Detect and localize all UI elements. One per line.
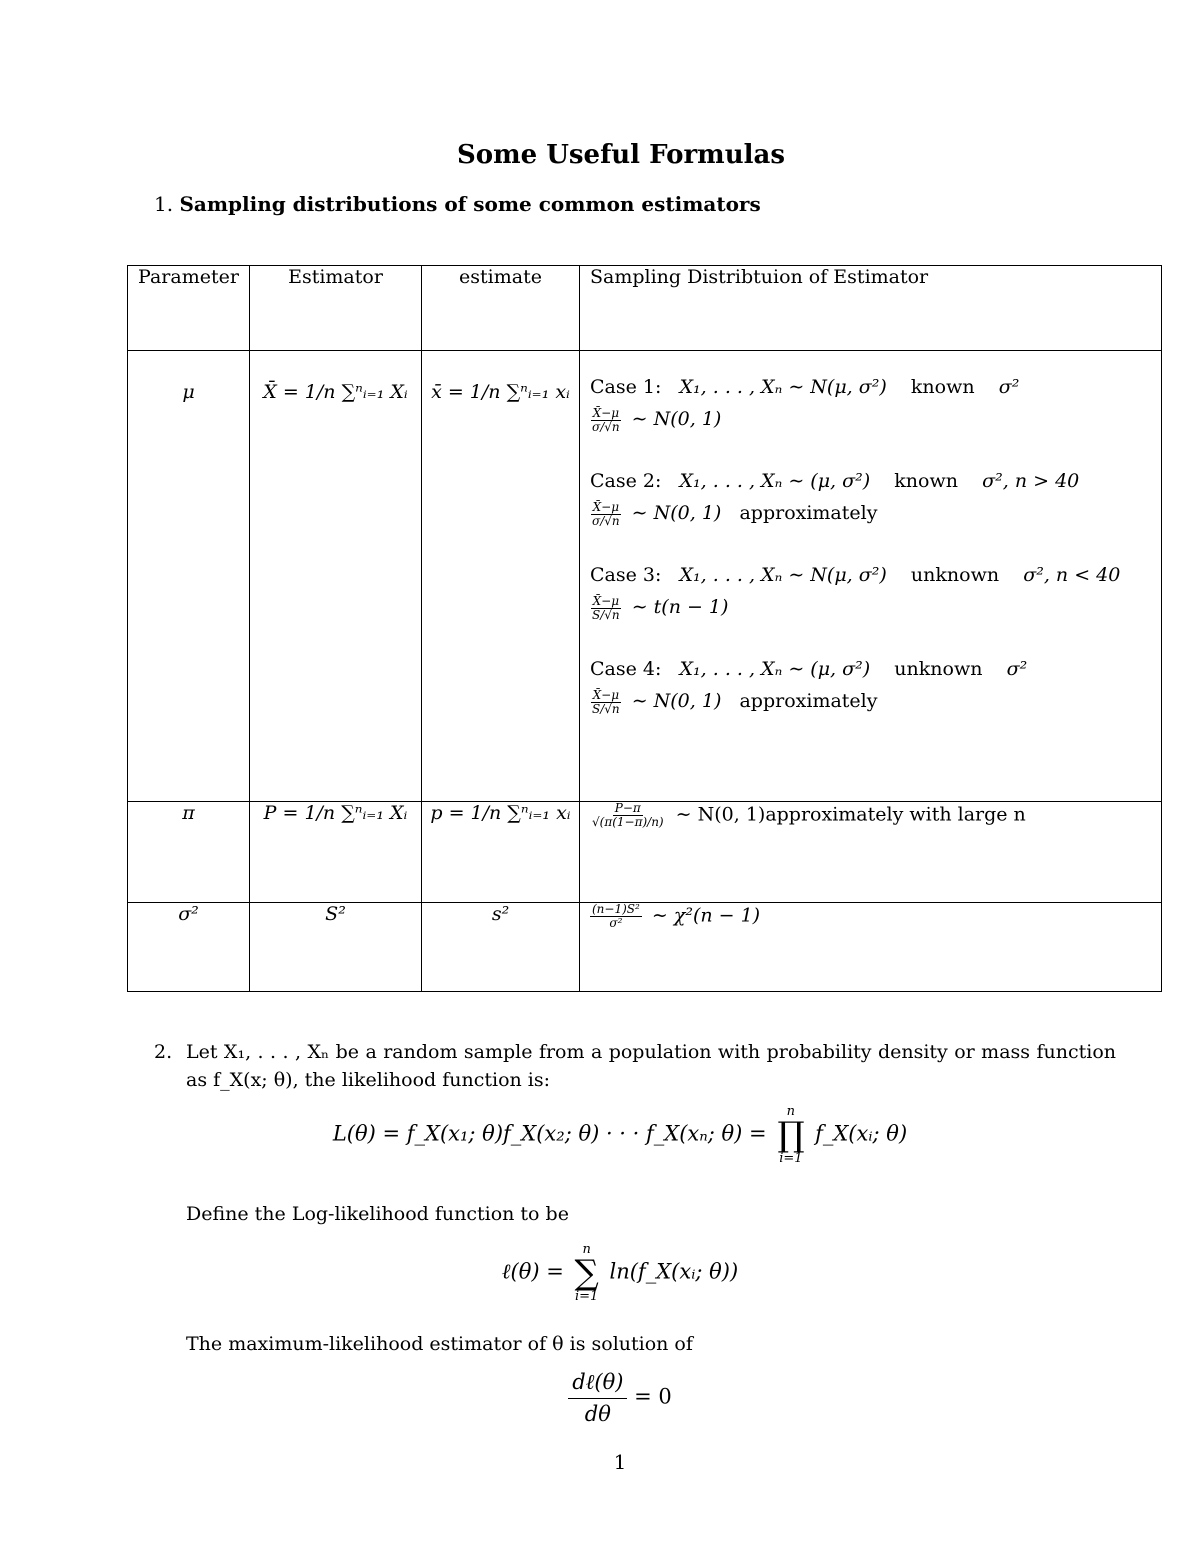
case-assumption: X₁, . . . , Xₙ ∼ (μ, σ²) (679, 658, 871, 680)
likelihood-rhs: f_X(xᵢ; θ) (815, 1121, 908, 1146)
cell-estimate-pi: p = 1/n ∑ⁿᵢ₌₁ xᵢ (422, 802, 580, 903)
cell-parameter-mu: μ (128, 351, 250, 802)
header-sampling-distribution: Sampling Distribtuion of Estimator (580, 266, 1162, 351)
derivative-fraction: $\frac{\text{dℓ(θ)}}{d\theta}$ (568, 1370, 627, 1426)
case-fraction: $\frac{X̄-\mu}{\sigma/√n}$ (592, 499, 620, 528)
case-result: ∼ N(0, 1) (631, 690, 722, 712)
case-item (590, 371, 1161, 435)
table-row-mu (128, 351, 1162, 802)
case-assumption: X₁, . . . , Xₙ ∼ N(μ, σ²) (679, 564, 887, 586)
sigma-fraction: $\frac{\text{(n−1)S²}}{\text{σ²}}$ (592, 902, 640, 930)
case-item (590, 465, 1161, 529)
table-row-pi (128, 802, 1162, 903)
loglik-rhs: ln(f_X(xᵢ; θ)) (609, 1259, 739, 1284)
section-1-number: 1. (154, 192, 174, 216)
likelihood-equation (0, 1105, 1200, 1165)
case-fraction: $\frac{X̄-\mu}{S/√n}$ (592, 687, 620, 716)
section-1-heading (154, 192, 761, 216)
case-label: Case 1: (590, 376, 662, 398)
case-condition: known (910, 376, 975, 398)
header-estimate: estimate (422, 266, 580, 351)
derivative-rhs: = 0 (634, 1384, 672, 1409)
case-assumption: X₁, . . . , Xₙ ∼ (μ, σ²) (679, 470, 871, 492)
sum-operator: n ∑ i=1 (574, 1242, 599, 1304)
cell-estimator-mu: X̄ = 1/n ∑ⁿᵢ₌₁ Xᵢ (250, 351, 422, 802)
pi-fraction: $\frac{P-\pi}{√(\pi(1-\pi)/n)}$ (592, 801, 664, 829)
product-operator: n ∏ i=1 (777, 1104, 805, 1166)
section-1-title: Sampling distributions of some common estimators (179, 192, 761, 216)
case-extra: σ², n < 40 (1023, 564, 1121, 586)
cell-estimator-pi: P = 1/n ∑ⁿᵢ₌₁ Xᵢ (250, 802, 422, 903)
table-header-row (128, 266, 1162, 351)
case-label: Case 4: (590, 658, 662, 680)
case-result: ∼ N(0, 1) (631, 408, 722, 430)
cell-distribution-mu (580, 351, 1162, 802)
header-estimator: Estimator (250, 266, 422, 351)
section-2-paragraph (154, 1038, 1119, 1094)
case-extra: σ², n > 40 (982, 470, 1080, 492)
mle-text: The maximum-likelihood estimator of θ is solution of (186, 1333, 693, 1355)
cell-parameter-pi: π (128, 802, 250, 903)
sigma-distribution-text: ∼ χ²(n − 1) (651, 904, 761, 927)
cell-parameter-sigma: σ² (128, 903, 250, 992)
case-extra: σ² (1006, 658, 1028, 680)
cell-estimate-mu: x̄ = 1/n ∑ⁿᵢ₌₁ xᵢ (422, 351, 580, 802)
case-condition: unknown (894, 658, 983, 680)
case-result: ∼ N(0, 1) (631, 502, 722, 524)
cell-distribution-sigma (580, 903, 1162, 992)
pi-distribution-text: ∼ N(0, 1)approximately with large n (675, 803, 1026, 826)
section-2-number: 2. (154, 1041, 173, 1063)
table-row-sigma (128, 903, 1162, 992)
case-fraction: $\frac{X̄-\mu}{\sigma/√n}$ (592, 405, 620, 434)
page-title: Some Useful Formulas (457, 140, 785, 170)
case-item (590, 559, 1161, 623)
case-note: approximately (739, 502, 878, 524)
cell-estimate-sigma: s² (422, 903, 580, 992)
section-2-text: Let X₁, . . . , Xₙ be a random sample from a population with probability density or mass function as f_X(x; θ), the likelihood function is: (186, 1041, 1116, 1091)
case-label: Case 2: (590, 470, 662, 492)
define-loglik-text: Define the Log-likelihood function to be (186, 1203, 569, 1225)
loglikelihood-equation (0, 1243, 1200, 1303)
case-item (590, 653, 1161, 717)
page-number: 1 (613, 1450, 627, 1474)
case-condition: known (894, 470, 958, 492)
loglik-lhs: ℓ(θ) = (501, 1259, 564, 1284)
case-extra: σ² (998, 376, 1020, 398)
case-assumption: X₁, . . . , Xₙ ∼ N(μ, σ²) (679, 376, 887, 398)
case-condition: unknown (910, 564, 1000, 586)
cell-distribution-pi (580, 802, 1162, 903)
cell-estimator-sigma: S² (250, 903, 422, 992)
case-label: Case 3: (590, 564, 662, 586)
case-fraction: $\frac{X̄-\mu}{S/√n}$ (592, 593, 620, 622)
header-parameter: Parameter (128, 266, 250, 351)
likelihood-lhs: L(θ) = f_X(x₁; θ)f_X(x₂; θ) · · · f_X(xₙ; θ) = (332, 1121, 767, 1146)
estimators-table (127, 265, 1162, 992)
case-result: ∼ t(n − 1) (631, 596, 729, 618)
derivative-equation (0, 1370, 1200, 1426)
case-note: approximately (739, 690, 878, 712)
